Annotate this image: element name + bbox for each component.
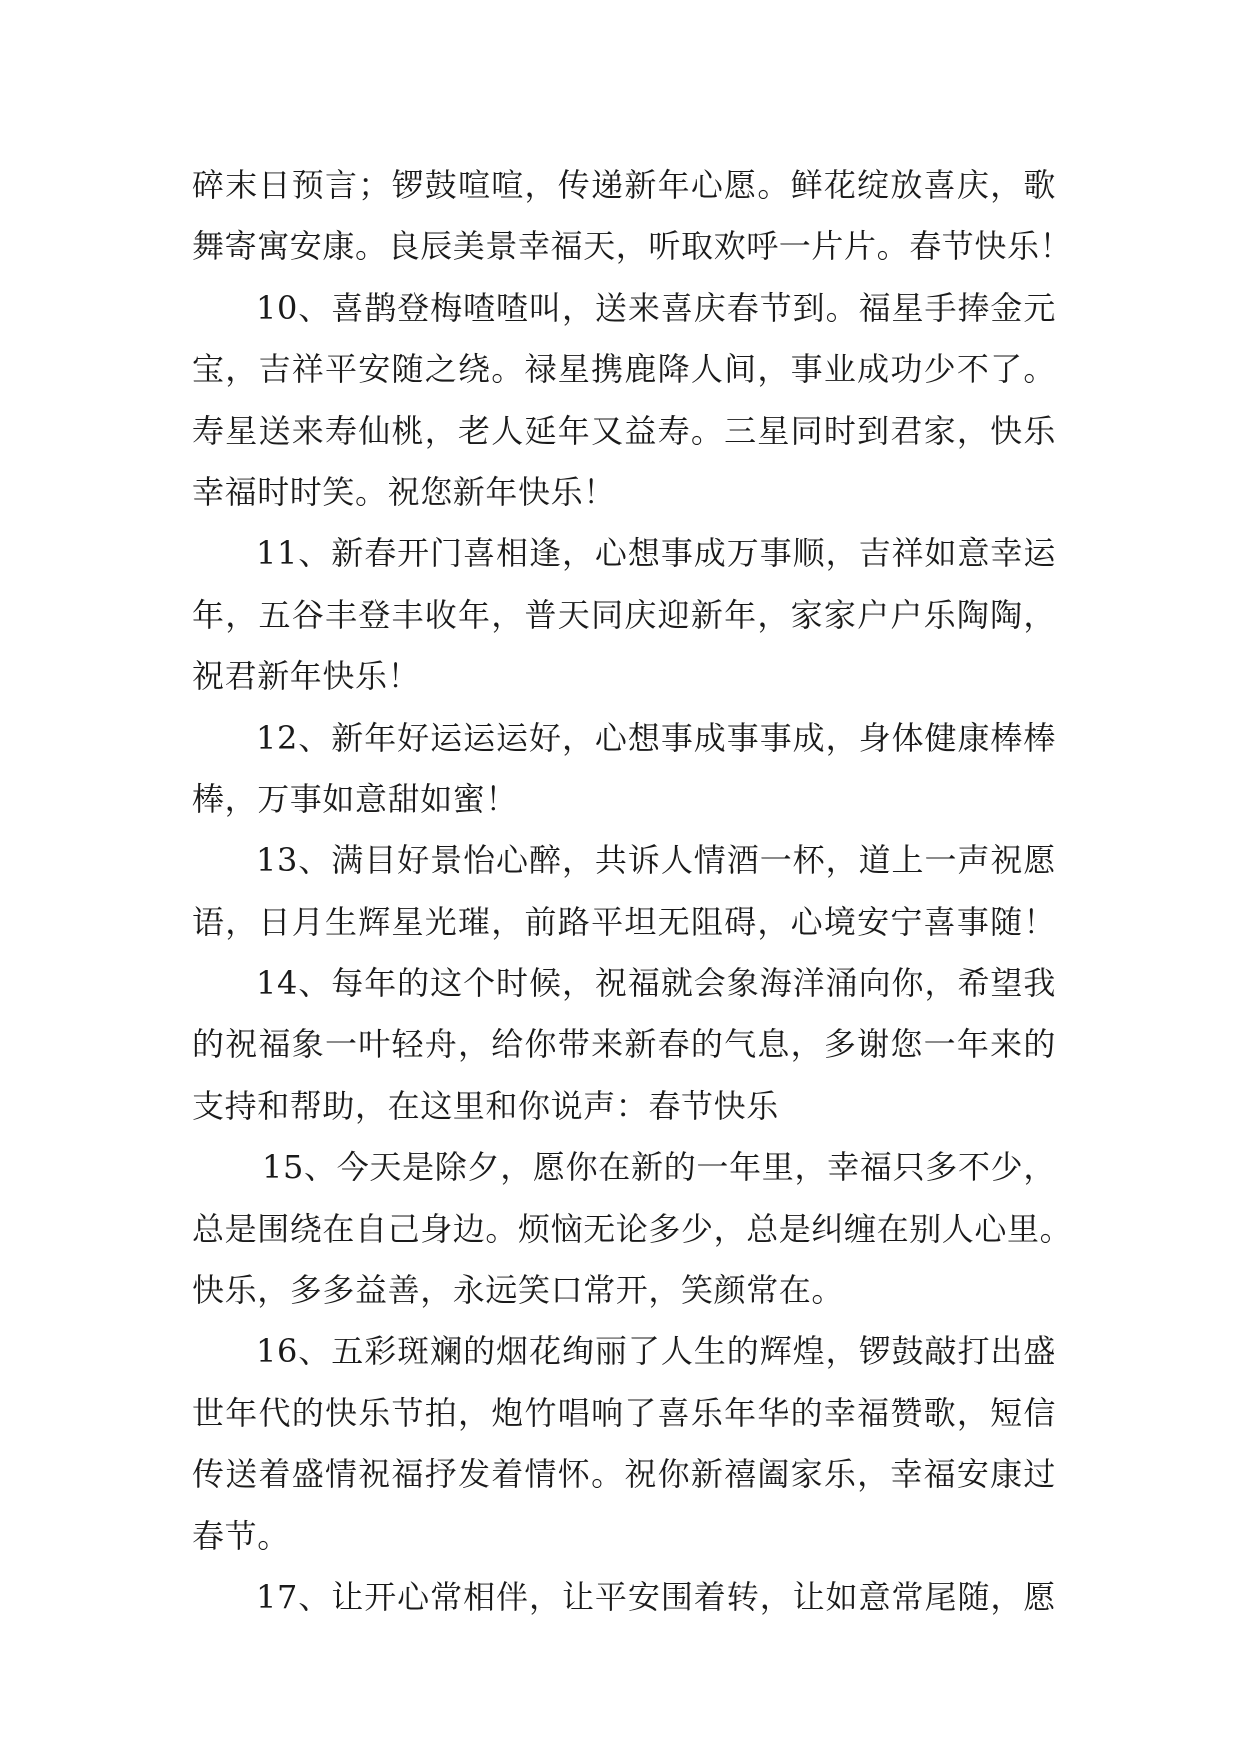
text-line: 年，五谷丰登丰收年，普天同庆迎新年，家家户户乐陶陶， bbox=[192, 595, 1056, 634]
text-line: 14、每年的这个时候，祝福就会象海洋涌向你，希望我 bbox=[256, 964, 1056, 1003]
text-line: 12、新年好运运运好，心想事成事事成，身体健康棒棒 bbox=[256, 718, 1056, 757]
text-line: 祝君新年快乐！ bbox=[192, 657, 421, 696]
text-line: 棒，万事如意甜如蜜！ bbox=[192, 779, 519, 818]
text-line: 总是围绕在自己身边。烦恼无论多少，总是纠缠在别人心里。 bbox=[192, 1209, 1073, 1248]
text-line: 支持和帮助，在这里和你说声：春节快乐 bbox=[192, 1086, 779, 1125]
text-line: 语，日月生辉星光璀，前路平坦无阻碍，心境安宁喜事随！ bbox=[192, 902, 1056, 941]
text-line: 春节。 bbox=[192, 1516, 290, 1555]
text-line: 舞寄寓安康。良辰美景幸福天，听取欢呼一片片。春节快乐！ bbox=[192, 227, 1073, 266]
text-line: 11、新春开门喜相逢，心想事成万事顺，吉祥如意幸运 bbox=[256, 534, 1056, 573]
document-body bbox=[192, 155, 1073, 1628]
text-line: 16、五彩斑斓的烟花绚丽了人生的辉煌，锣鼓敲打出盛 bbox=[256, 1332, 1056, 1371]
text-line: 幸福时时笑。祝您新年快乐！ bbox=[192, 472, 616, 511]
text-line: 快乐，多多益善，永远笑口常开，笑颜常在。 bbox=[192, 1271, 845, 1310]
text-line: 世年代的快乐节拍，炮竹唱响了喜乐年华的幸福赞歌，短信 bbox=[192, 1393, 1056, 1432]
text-line: 传送着盛情祝福抒发着情怀。祝你新禧阖家乐，幸福安康过 bbox=[192, 1455, 1056, 1494]
text-line: 10、喜鹊登梅喳喳叫，送来喜庆春节到。福星手捧金元 bbox=[256, 288, 1056, 327]
text-line: 13、满目好景怡心醉，共诉人情酒一杯，道上一声祝愿 bbox=[256, 841, 1056, 880]
text-line: 17、让开心常相伴，让平安围着转，让如意常尾随，愿 bbox=[256, 1577, 1056, 1616]
text-line: 碎末日预言；锣鼓喧喧，传递新年心愿。鲜花绽放喜庆，歌 bbox=[192, 166, 1056, 204]
text-line: 寿星送来寿仙桃，老人延年又益寿。三星同时到君家，快乐 bbox=[192, 411, 1056, 450]
text-line: 宝，吉祥平安随之绕。禄星携鹿降人间，事业成功少不了。 bbox=[192, 350, 1056, 389]
text-line: 15、今天是除夕，愿你在新的一年里，幸福只多不少， bbox=[262, 1148, 1056, 1187]
text-line: 的祝福象一叶轻舟，给你带来新春的气息，多谢您一年来的 bbox=[192, 1025, 1056, 1064]
